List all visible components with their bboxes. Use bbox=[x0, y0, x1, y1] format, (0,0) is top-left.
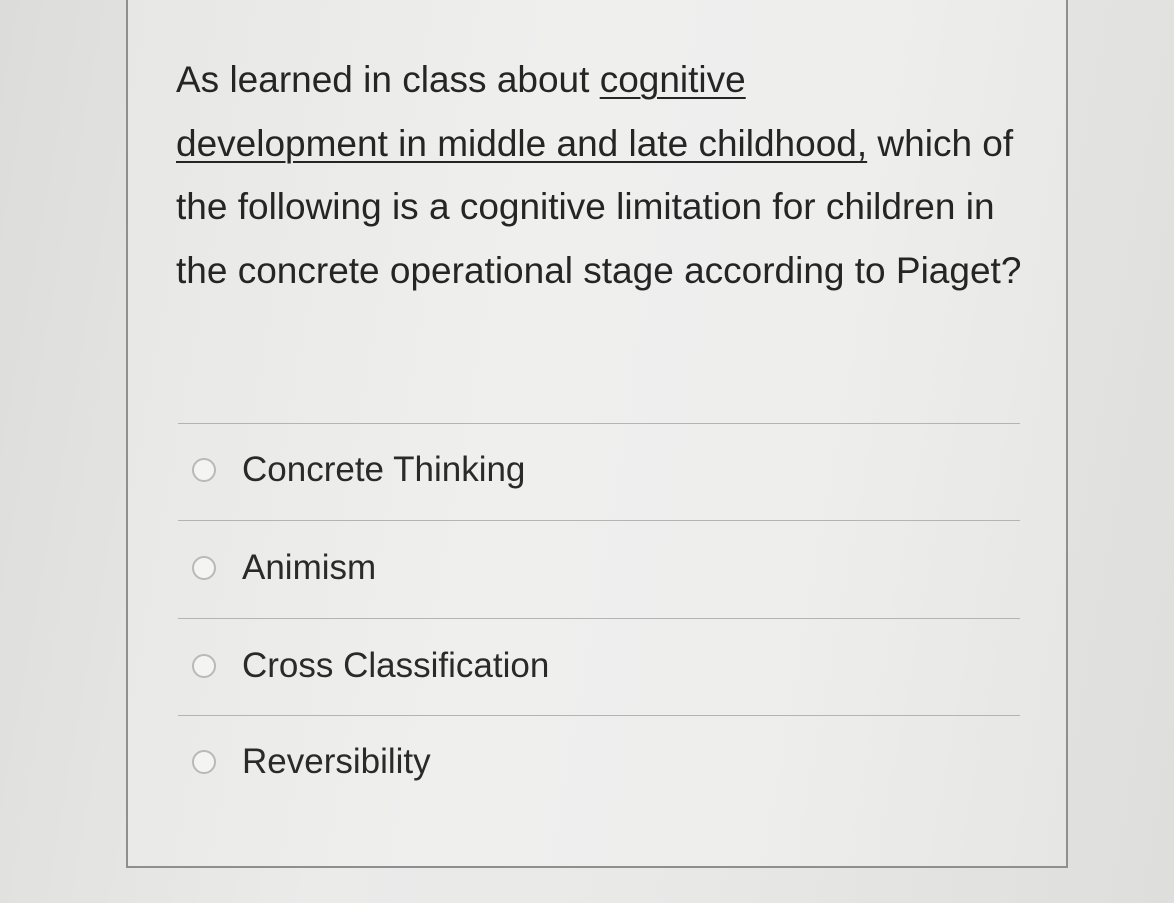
answer-divider bbox=[178, 423, 1020, 424]
answer-option-reversibility[interactable] bbox=[192, 742, 431, 782]
question-topic-link[interactable]: cognitive bbox=[599, 59, 746, 100]
answer-divider bbox=[178, 520, 1020, 521]
answer-option-label: Concrete Thinking bbox=[242, 450, 526, 489]
answer-divider bbox=[178, 715, 1020, 716]
question-prompt bbox=[176, 48, 1036, 302]
answer-option-label: Animism bbox=[242, 548, 377, 587]
question-text-body: which of the following is a cognitive limitation for children in the concrete operational stage according to Piaget? bbox=[176, 122, 1022, 291]
question-card bbox=[126, 0, 1068, 868]
question-topic-link-continued[interactable]: development in middle and late childhood, bbox=[176, 122, 868, 164]
answer-option-cross-classification[interactable] bbox=[192, 646, 549, 686]
radio-button[interactable] bbox=[192, 750, 216, 774]
answer-option-concrete-thinking[interactable] bbox=[192, 450, 525, 490]
radio-button[interactable] bbox=[192, 654, 216, 678]
answer-option-animism[interactable] bbox=[192, 548, 376, 588]
radio-button[interactable] bbox=[192, 458, 216, 482]
answer-option-label: Cross Classification bbox=[242, 646, 550, 685]
answer-divider bbox=[178, 618, 1020, 619]
radio-button[interactable] bbox=[192, 556, 216, 580]
question-text-intro: As learned in class about bbox=[176, 59, 600, 100]
answer-option-label: Reversibility bbox=[242, 742, 431, 781]
